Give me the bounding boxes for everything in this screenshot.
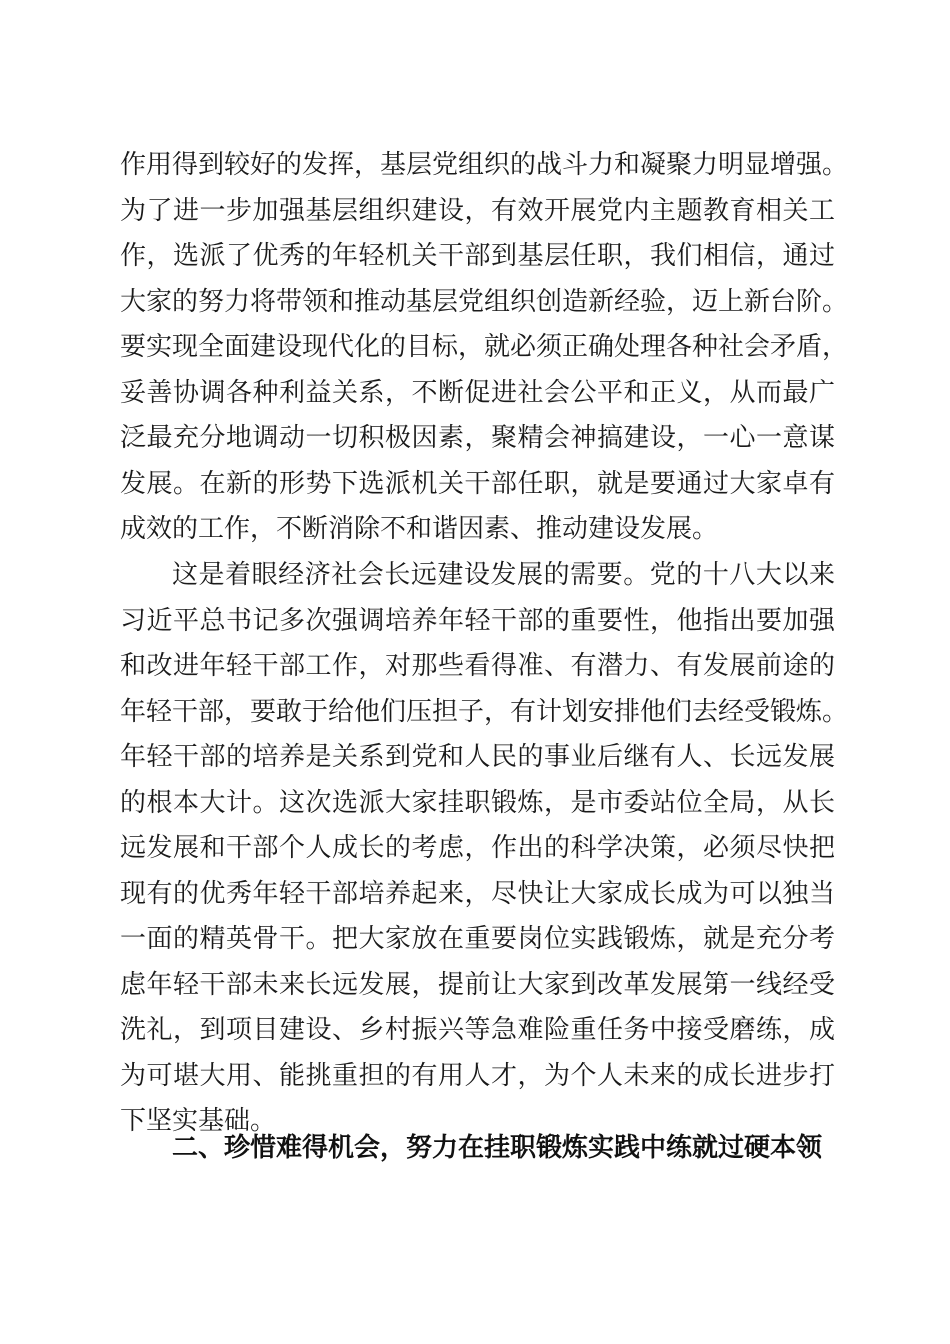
paragraph-line: 大家的努力将带领和推动基层党组织创造新经验，迈上新台阶。: [120, 286, 849, 317]
paragraph-line: 和改进年轻干部工作，对那些看得准、有潜力、有发展前途的: [120, 651, 835, 681]
paragraph-line: 发展。在新的形势下选派机关干部任职，就是要通过大家卓有: [120, 468, 835, 499]
paragraph-line: 现有的优秀年轻干部培养起来，尽快让大家成长成为可以独当: [120, 878, 835, 909]
paragraph-line: 妥善协调各种利益关系，不断促进社会公平和正义，从而最广: [120, 377, 835, 408]
paragraph-line: 作用得到较好的发挥，基层党组织的战斗力和凝聚力明显增强。: [120, 150, 849, 180]
paragraph-line: 为了进一步加强基层组织建设，有效开展党内主题教育相关工: [120, 195, 835, 226]
paragraph-line: 年轻干部，要敢于给他们压担子，有计划安排他们去经受锻炼。: [120, 696, 849, 727]
paragraph-line: 洗礼，到项目建设、乡村振兴等急难险重任务中接受磨练，成: [120, 1015, 835, 1045]
paragraph-line: 习近平总书记多次强调培养年轻干部的重要性，他指出要加强: [120, 605, 835, 636]
section-heading: 二、珍惜难得机会，努力在挂职锻炼实践中练就过硬本领: [172, 1133, 823, 1163]
paragraph-2: [120, 553, 849, 1145]
paragraph-line: 成效的工作，不断消除不和谐因素、推动建设发展。: [120, 514, 719, 544]
paragraph-line: 要实现全面建设现代化的目标，就必须正确处理各种社会矛盾，: [120, 332, 849, 362]
paragraph-line: 虑年轻干部未来长远发展，提前让大家到改革发展第一线经受: [120, 969, 835, 1000]
paragraph-line: 的根本大计。这次选派大家挂职锻炼，是市委站位全局，从长: [120, 787, 835, 818]
paragraph-1: [120, 143, 849, 553]
paragraph-line: 作，选派了优秀的年轻机关干部到基层任职，我们相信，通过: [120, 241, 835, 271]
paragraph-line: 下坚实基础。: [120, 1106, 277, 1136]
paragraph-line: 一面的精英骨干。把大家放在重要岗位实践锻炼，就是充分考: [120, 924, 835, 954]
paragraph-line: 为可堪大用、能挑重担的有用人才，为个人未来的成长进步打: [120, 1060, 835, 1091]
paragraph-line: 年轻干部的培养是关系到党和人民的事业后继有人、长远发展: [120, 742, 835, 772]
paragraph-line: 远发展和干部个人成长的考虑，作出的科学决策，必须尽快把: [120, 833, 835, 863]
paragraph-line: 泛最充分地调动一切积极因素，聚精会神搞建设，一心一意谋: [120, 423, 835, 453]
paragraph-line: 这是着眼经济社会长远建设发展的需要。党的十八大以来: [172, 560, 835, 590]
